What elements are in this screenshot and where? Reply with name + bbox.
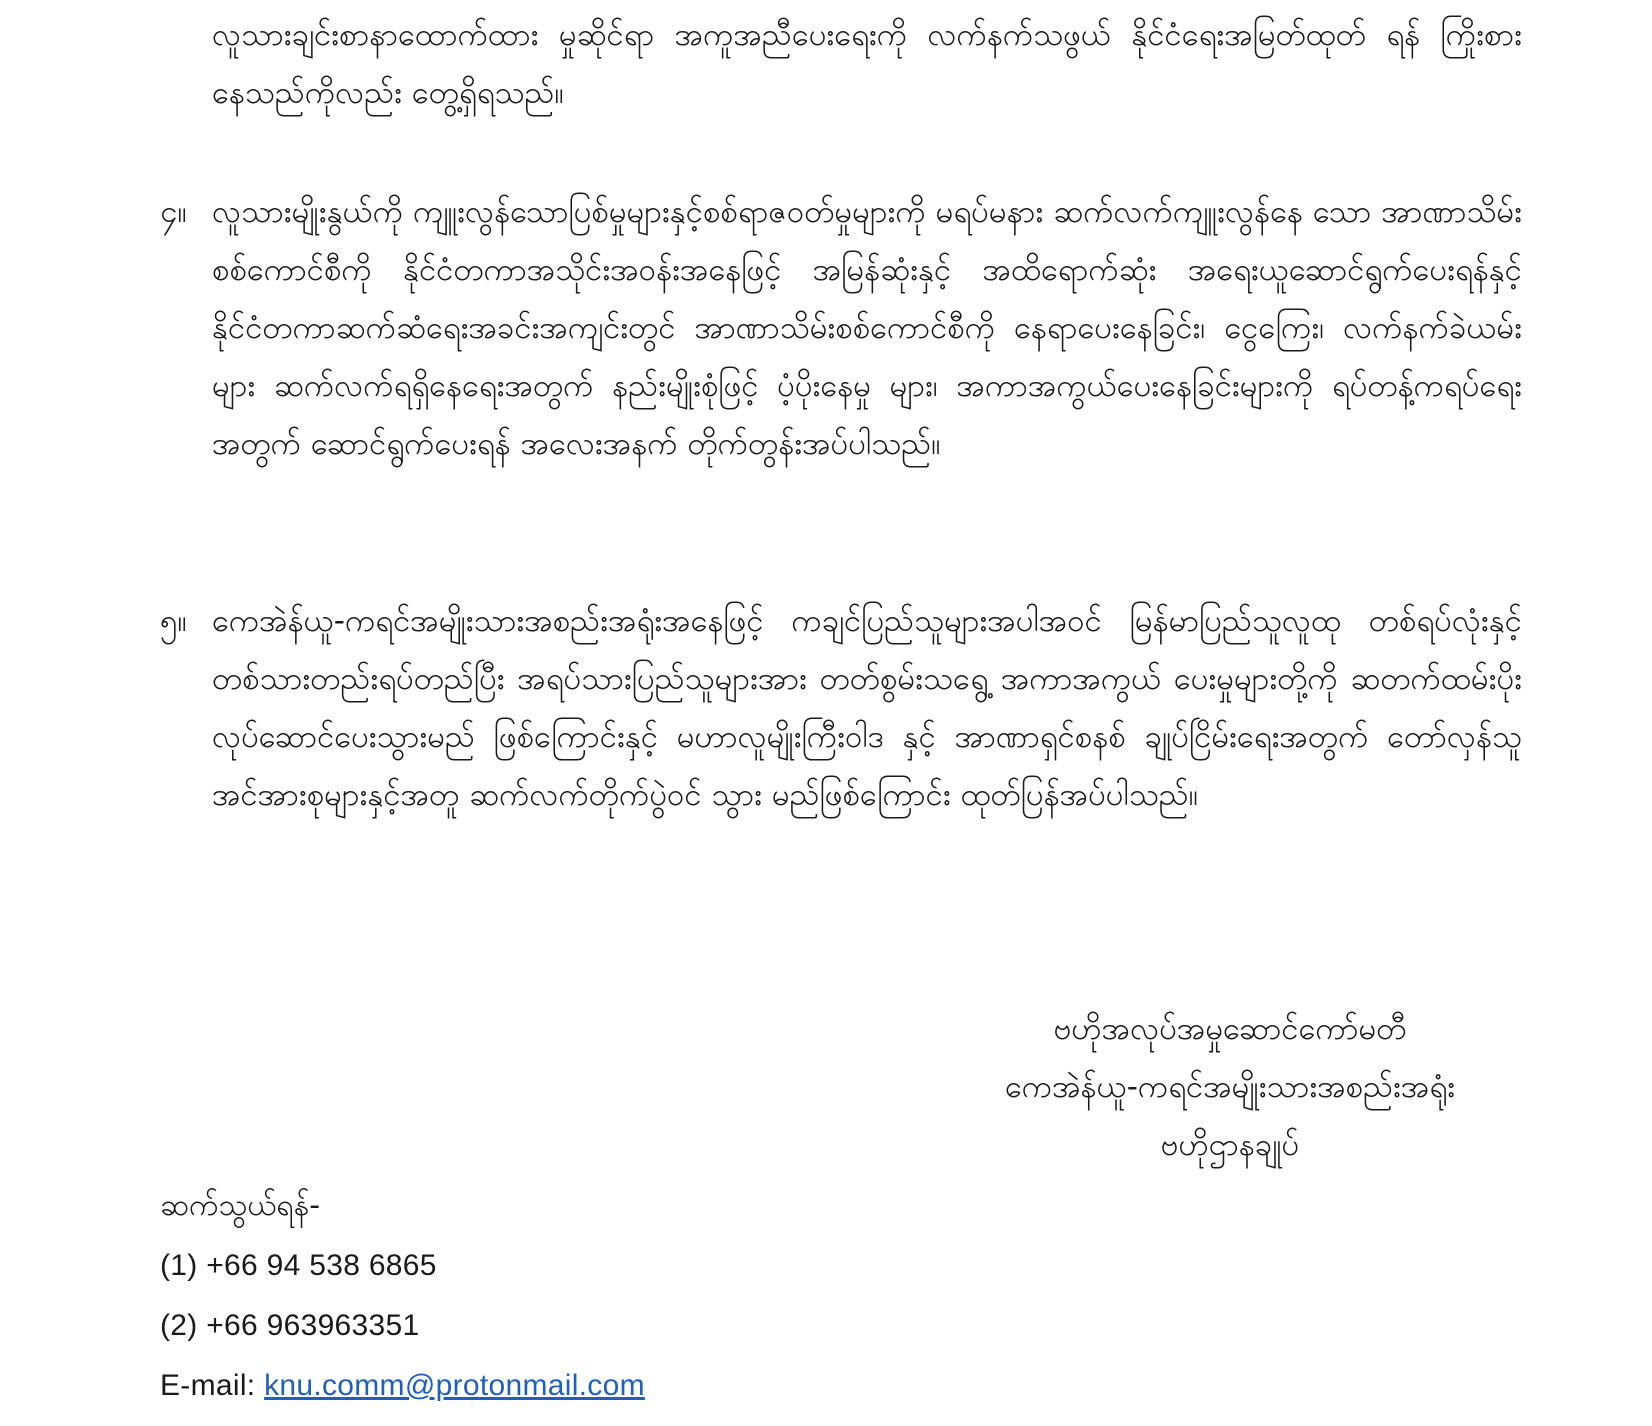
contact-phone-1: (1) +66 94 538 6865 xyxy=(160,1249,437,1282)
contact-email-label: E-mail: xyxy=(160,1369,265,1402)
contact-email-link[interactable]: knu.comm@protonmail.com xyxy=(264,1369,645,1402)
signature-committee: ဗဟိုအလုပ်အမှုဆောင်ကော်မတီ xyxy=(1053,1011,1407,1047)
contact-heading: ဆက်သွယ်ရန်- xyxy=(160,1188,321,1223)
signature-headquarters: ဗဟိုဌာနချုပ် xyxy=(1160,1127,1300,1163)
contact-email-line xyxy=(160,1356,645,1416)
signature-organization: ကေအဲန်ယူ-ကရင်အမျိုးသားအစည်းအရုံး xyxy=(1004,1069,1456,1105)
contact-phone-2: (2) +66 963963351 xyxy=(160,1309,420,1342)
paragraph-4-number: ၄။ xyxy=(160,194,187,230)
paragraph-5-number: ၅။ xyxy=(160,603,187,639)
paragraph-4-text: လူသားမျိုးနွယ်ကို ကျူးလွန်သောပြစ်မှုများနှင့်စစ်ရာဇဝတ်မှုများကို မရပ်မနား ဆက်လက်ကျူးလွန်နေ သော အာဏာသိမ်းစစ်ကောင်စီကို နိုင်ငံတကာအသိုင်းအဝန်းအနေဖြင့် အမြန်ဆုံးနှင့် အထိရောက်ဆုံး အရေးယူဆောင်ရွက်ပေးရန်နှင့် နိုင်ငံတကာဆက်ဆံရေးအခင်းအကျင်းတွင် အာဏာသိမ်းစစ်ကောင်စီကို နေရာပေးနေခြင်း၊ ငွေကြေး၊ လက်နက်ခဲယမ်းများ ဆက်လက်ရရှိနေရေးအတွက် နည်းမျိုးစုံဖြင့် ပံ့ပိုးနေမှု များ၊ အကာအကွယ်ပေးနေခြင်းများကို ရပ်တန့်ကရပ်ရေးအတွက် ဆောင်ရွက်ပေးရန် အလေးအနက် တိုက်တွန်းအပ်ပါသည်။ xyxy=(212,194,1522,462)
paragraph-4 xyxy=(160,183,1522,473)
paragraph-5 xyxy=(160,592,1522,824)
paragraph-continuation-text: လူသားချင်းစာနာထောက်ထား မှုဆိုင်ရာ အကူအညီပေးရေးကို လက်နက်သဖွယ် နိုင်ငံရေးအမြတ်ထုတ် ရန် ကြိုးစားနေသည်ကိုလည်း တွေ့ရှိရသည်။ xyxy=(212,17,1522,111)
paragraph-continuation xyxy=(160,6,1522,122)
paragraph-5-text: ကေအဲန်ယူ-ကရင်အမျိုးသားအစည်းအရုံးအနေဖြင့် ကချင်ပြည်သူများအပါအဝင် မြန်မာပြည်သူလူထု တစ်ရပ်လုံးနှင့်တစ်သားတည်းရပ်တည်ပြီး အရပ်သားပြည်သူများအား တတ်စွမ်းသရွေ့ အကာအကွယ် ပေးမှုများတို့ကို ဆတက်ထမ်းပိုး လုပ်ဆောင်ပေးသွားမည် ဖြစ်ကြောင်းနှင့် မဟာလူမျိုးကြီးဝါဒ နှင့် အာဏာရှင်စနစ် ချုပ်ငြိမ်းရေးအတွက် တော်လှန်သူအင်အားစုများနှင့်အတူ ဆက်လက်တိုက်ပွဲဝင် သွား မည်ဖြစ်ကြောင်း ထုတ်ပြန်အပ်ပါသည်။ xyxy=(212,603,1522,813)
contact-block xyxy=(160,1176,645,1416)
signature-block xyxy=(960,1000,1500,1174)
